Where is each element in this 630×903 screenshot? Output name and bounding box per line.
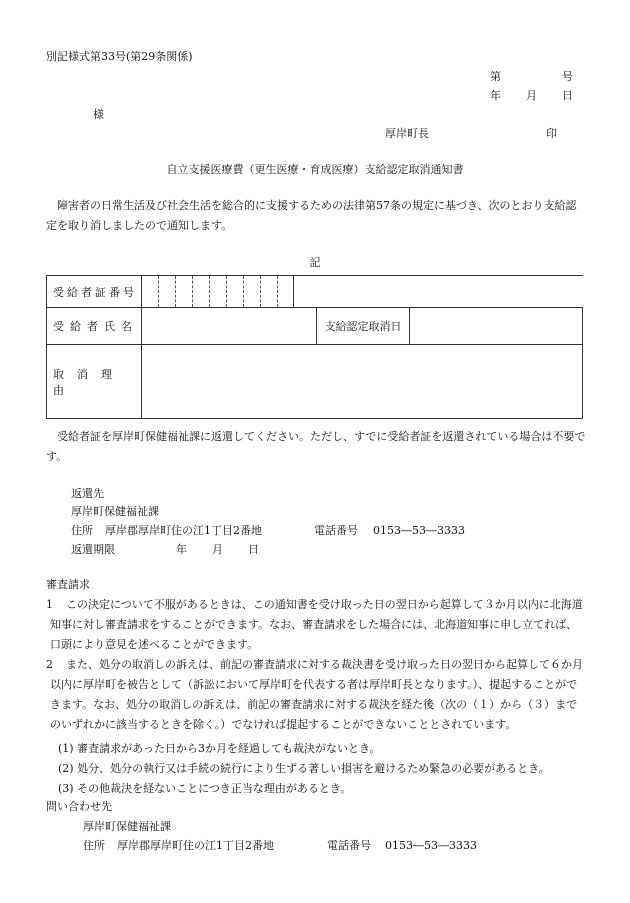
return-note: 受給者証を厚岸町保健福祉課に返還してください。ただし、すでに受給者証を返還されている場合は不要です。 bbox=[46, 430, 586, 463]
contact-phone-label: 電話番号 bbox=[327, 839, 371, 852]
reason-field[interactable] bbox=[142, 345, 583, 419]
review-item2-number: 2 bbox=[46, 658, 53, 671]
document-title: 自立支援医療費（更生医療・育成医療）支給認定取消通知書 bbox=[166, 163, 464, 176]
review-sub1: (1) 審査請求があった日から3か月を経過しても裁決がないとき。 bbox=[58, 742, 381, 755]
return-phone-label: 電話番号 bbox=[314, 524, 358, 537]
issuer: 厚岸町長 bbox=[385, 127, 429, 140]
document-number-suffix: 号 bbox=[562, 70, 573, 83]
contact-address-label: 住所 bbox=[83, 839, 105, 852]
document-number-label: 第 bbox=[490, 70, 501, 83]
recipient-name-field[interactable] bbox=[142, 308, 317, 345]
return-office: 厚岸町保健福祉課 bbox=[71, 505, 159, 518]
return-deadline-year: 年 bbox=[176, 543, 187, 556]
review-item1-text: この決定について不服があるときは、この通知書を受け取った日の翌日から起算して３か月以内に北海道知事に対し審査請求をすることができます。なお、審査請求をした場合には、北海道知事に申し立てれば、口頭により意見を述べることができます。 bbox=[50, 598, 583, 651]
contact-heading: 問い合わせ先 bbox=[46, 800, 112, 813]
recipient-number-boxes[interactable] bbox=[142, 276, 294, 307]
cancel-date-label: 支給認定取消日 bbox=[317, 308, 410, 345]
addressee-honorific: 様 bbox=[93, 108, 104, 121]
date-day: 日 bbox=[562, 89, 573, 102]
return-heading: 返還先 bbox=[71, 487, 104, 500]
review-item2-text: また、処分の取消しの訴えは、前記の審査請求に対する裁決書を受け取った日の翌日から起算して６か月以内に厚岸町を被告として（訴訟において厚岸町を代表する者は厚岸町長となります。）、提起することができます。なお、処分の取消しの訴えは、前記の審査請求に対する裁決を経た後（次の（１）から（３）までのいずれかに該当するときを除く。）でなければ提起することができないこととされています。 bbox=[50, 658, 583, 731]
contact-address: 厚岸郡厚岸町住の江1丁目2番地 bbox=[117, 839, 274, 852]
return-deadline-day: 日 bbox=[248, 543, 259, 556]
contact-office: 厚岸町保健福祉課 bbox=[83, 820, 171, 833]
recipient-name-label: 受給者氏名 bbox=[47, 308, 142, 345]
return-address-label: 住所 bbox=[71, 524, 93, 537]
return-deadline-month: 月 bbox=[212, 543, 223, 556]
review-heading: 審査請求 bbox=[46, 578, 90, 591]
return-deadline-label: 返還期限 bbox=[71, 543, 115, 556]
seal-mark: 印 bbox=[546, 127, 557, 140]
recipient-number-label: 受給者証番号 bbox=[47, 276, 142, 308]
review-item1-number: 1 bbox=[46, 598, 53, 611]
ki-label: 記 bbox=[309, 256, 321, 269]
form-number: 別記様式第33号(第29条関係) bbox=[46, 50, 193, 63]
date-year: 年 bbox=[490, 89, 501, 102]
cancellation-table bbox=[46, 275, 583, 419]
review-sub2: (2) 処分、処分の執行又は手続の続行により生ずる著しい損害を避けるため緊急の必要があるとき。 bbox=[58, 762, 550, 775]
reason-label: 取消理由 bbox=[47, 345, 142, 419]
intro-paragraph: 障害者の日常生活及び社会生活を総合的に支援するための法律第57条の規定に基づき、次のとおり支給認定を取り消しましたので通知します。 bbox=[46, 199, 577, 232]
date-month: 月 bbox=[526, 89, 537, 102]
return-phone: 0153―53―3333 bbox=[373, 524, 465, 537]
return-address: 厚岸郡厚岸町住の江1丁目2番地 bbox=[105, 524, 262, 537]
contact-phone: 0153―53―3333 bbox=[385, 839, 477, 852]
review-sub3: (3) その他裁決を経ないことにつき正当な理由があるとき。 bbox=[58, 782, 352, 795]
cancel-date-field[interactable] bbox=[410, 308, 583, 345]
